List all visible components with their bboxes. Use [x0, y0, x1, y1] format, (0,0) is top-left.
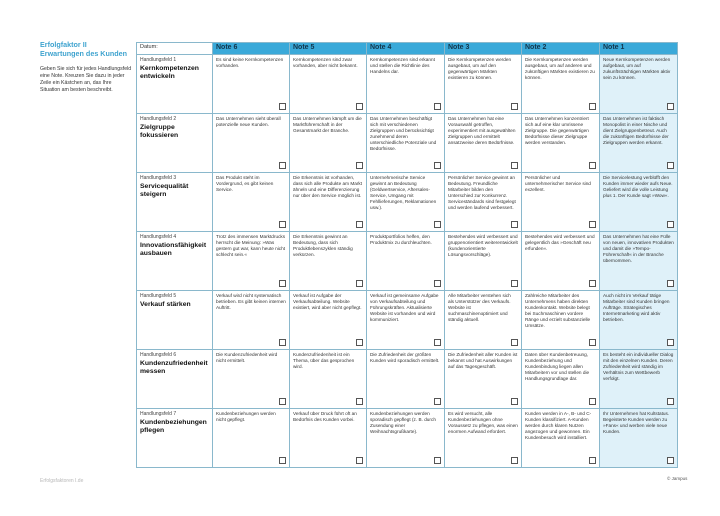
field-number: Handlungsfeld 3 [140, 175, 177, 181]
rating-checkbox[interactable] [434, 280, 441, 287]
grade-cell [213, 114, 290, 173]
rating-checkbox[interactable] [356, 398, 363, 405]
grade-header-1: Note 1 [600, 43, 678, 55]
category-cell [137, 232, 213, 291]
grade-description: Das Unternehmen konzentriert sich auf eine klar umrissene Zielgruppe. Die gegenwärtigen Bedürfnisse dieser Zielgruppe werden verstanden. [525, 116, 589, 145]
table-row [137, 350, 678, 409]
rating-checkbox[interactable] [279, 221, 286, 228]
grade-description: Auch nicht im Verkauf tätige Mitarbeiter sind Kunden bringen Aufträge. Strategisches Internetmarketing wird aktiv betrieben. [603, 293, 670, 322]
grade-description: Es wird versucht, alle Kundenbeziehungen ohne Voraussetz zu pflegen, was einen enormen Aufwand erfordert. [448, 411, 518, 434]
rating-checkbox[interactable] [589, 221, 596, 228]
grade-cell [213, 55, 290, 114]
grade-description: Die Kundenzufriedenheit wird nicht ermittelt. [216, 352, 278, 363]
field-name: Kernkompetenzen entwickeln [140, 65, 199, 80]
category-cell [137, 409, 213, 468]
grade-cell [600, 409, 678, 468]
grade-description: Die Zufriedenheit aller Kunden ist bekannt und hat Auswirkungen auf das Tagesgeschäft. [448, 352, 518, 369]
rating-checkbox[interactable] [356, 162, 363, 169]
rating-checkbox[interactable] [589, 398, 596, 405]
date-header: Datum: [137, 43, 213, 55]
grade-description: Es sind keine Kernkompetenzen vorhanden. [216, 57, 284, 68]
grade-description: Das Unternehmen ist faktisch Monopolist in einer Nische und dient Zielgruppenbetreut. Auch die zukünftigen Bedürfnisse der Zielgruppen werden erkannt. [603, 116, 669, 145]
sidebar-title: Erfolgfaktor II Erwartungen des Kunden [40, 40, 128, 58]
rating-checkbox[interactable] [279, 162, 286, 169]
rating-checkbox[interactable] [511, 398, 518, 405]
sidebar-instructions: Geben Sie sich für jedes Handlungsfeld eine Note. Kreuzen Sie dazu in jeder Zeile ein Kästchen an, das Ihre Situation am besten beschreibt. [40, 66, 132, 93]
grade-description: Ihr Unternehmen hat Kultstatus. Begeisterte Kunden werden zu »Fans« und werben viele neue Kunden. [603, 411, 670, 434]
rating-checkbox[interactable] [667, 162, 674, 169]
rating-checkbox[interactable] [589, 103, 596, 110]
rating-checkbox[interactable] [511, 162, 518, 169]
rating-checkbox[interactable] [356, 221, 363, 228]
grade-description: Kernkompetenzen sind erkannt und stellen die Richtlinie des Handelns dar. [370, 57, 435, 74]
grade-cell [445, 55, 522, 114]
grade-description: Die Zufriedenheit der größten Kunden wird sporadisch ermittelt. [370, 352, 440, 363]
rating-checkbox[interactable] [434, 221, 441, 228]
grade-cell [367, 114, 445, 173]
field-name: Kundenzufriedenheit messen [140, 360, 208, 375]
field-name: Verkauf stärken [140, 301, 191, 308]
table-row [137, 173, 678, 232]
table-row [137, 291, 678, 350]
grade-description: Das Unternehmen sieht überall potenzielle neue Kunden. [216, 116, 281, 127]
grade-description: Verkauf über Druck führt oft an Bedürfnis des Kunden vorbei. [293, 411, 357, 422]
table-row [137, 232, 678, 291]
grade-cell [290, 55, 367, 114]
grade-cell [600, 173, 678, 232]
category-cell [137, 114, 213, 173]
grade-cell [367, 409, 445, 468]
category-cell [137, 291, 213, 350]
grade-description: Trotz des immensen Marktdrucks herrscht die Meinung: »Was gestern gut war, kann heute nicht schlecht sein.« [216, 234, 286, 257]
grade-cell [367, 173, 445, 232]
grade-description: Kundenbeziehungen werden nicht gepflegt. [216, 411, 276, 422]
grade-cell [600, 55, 678, 114]
field-name: Innovationsfähigkeit ausbauen [140, 242, 207, 257]
category-cell [137, 173, 213, 232]
grade-cell [367, 55, 445, 114]
rating-checkbox[interactable] [279, 339, 286, 346]
grade-description: Kundenzufriedenheit ist ein Thema, über das gesprochen wird. [293, 352, 355, 369]
grade-cell [213, 409, 290, 468]
grade-description: Bestehendes wird verbessert und gelegentlich das »Geschäft neu erfunden«. [525, 234, 595, 251]
grade-header-6: Note 6 [213, 43, 290, 55]
grade-description: Daten über Kundenbetreuung, Kundenbeziehung und Kundenbindung liegen allen Mitarbeitern vor und stellen die Handlungsgrundlage dar. [525, 352, 590, 381]
rating-checkbox[interactable] [434, 457, 441, 464]
category-cell [137, 55, 213, 114]
field-name: Kundenbeziehungen pflegen [140, 419, 207, 434]
grade-description: Die Erkenntnis ist vorhanden, dass sich alle Produkte am Markt ähneln und eine Differenzierung nur über den Service möglich ist. [293, 175, 363, 198]
grade-cell [445, 350, 522, 409]
grade-description: Persönlicher und unternehmerischer Service sind exzellent. [525, 175, 591, 192]
copyright-text: © Jampus [667, 476, 688, 481]
rating-checkbox[interactable] [589, 280, 596, 287]
grade-cell [522, 114, 600, 173]
grade-cell [213, 232, 290, 291]
grade-description: Das Unternehmen beschäftigt sich mit verschiedenen Zielgruppen und berücksichtigt zunehmend deren unterschiedliche Potenziale und Bedürfnisse. [370, 116, 437, 151]
grade-cell [522, 55, 600, 114]
rating-checkbox[interactable] [356, 339, 363, 346]
grade-description: Zahlreiche Mitarbeiter des Unternehmens haben direkten Kundenkontakt. Website belegt bei Suchmaschinen vordere Ränge und erzielt substanzielle Umsätze. [525, 293, 591, 328]
rating-checkbox[interactable] [434, 339, 441, 346]
grade-description: Bestehendes wird verbessert und gruppenorientiert weiterentwickelt (kundenorientierte Lösungsvorschläge). [448, 234, 518, 257]
grade-cell [600, 350, 678, 409]
rating-checkbox[interactable] [667, 280, 674, 287]
rating-checkbox[interactable] [511, 221, 518, 228]
grade-header-4: Note 4 [367, 43, 445, 55]
rating-checkbox[interactable] [434, 103, 441, 110]
field-name: Zielgruppe fokussieren [140, 124, 179, 139]
grade-cell [522, 173, 600, 232]
grade-description: Die Kernkompetenzen werden ausgebaut, um auf anderen und zukünftigen Märkten existieren zu können. [525, 57, 595, 80]
grade-description: Verkauf wird nicht systematisch betrieben. Es gibt keinen internen Auftritt. [216, 293, 286, 310]
grade-description: Es besteht ein individueller Dialog mit den einzelnen Kunden. Deren Zufriedenheit wird ständig im Verhältnis zum Wettbewerb verfolgt. [603, 352, 674, 381]
grade-header-2: Note 2 [522, 43, 600, 55]
sidebar [40, 40, 132, 94]
grade-cell [213, 350, 290, 409]
grade-description: Alle Mitarbeiter verstehen sich als Unterstützer des Verkaufs. Website ist suchmaschinenoptimiert und ständig aktuell. [448, 293, 511, 322]
grade-cell [600, 291, 678, 350]
rating-checkbox[interactable] [667, 457, 674, 464]
grade-description: Produktportfolios helfen, den Produktmix zu durchleuchten. [370, 234, 432, 245]
footer-left-text: Erfolgsfaktoren I.de [40, 478, 84, 484]
table-row [137, 409, 678, 468]
grade-description: Das Unternehmen kämpft um die Marktführerschaft in der Gesamtmarkt der Branche. [293, 116, 362, 133]
grade-cell [213, 291, 290, 350]
grade-cell [445, 409, 522, 468]
grade-cell [522, 350, 600, 409]
field-number: Handlungsfeld 2 [140, 116, 177, 122]
grade-cell [290, 173, 367, 232]
grade-cell [445, 173, 522, 232]
grade-cell [290, 350, 367, 409]
grade-cell [445, 114, 522, 173]
rating-checkbox[interactable] [589, 162, 596, 169]
rating-checkbox[interactable] [667, 221, 674, 228]
rating-checkbox[interactable] [279, 103, 286, 110]
grade-cell [522, 291, 600, 350]
rating-checkbox[interactable] [356, 457, 363, 464]
grade-description: Das Unternehmen hat eine Fülle von neuen, innovativen Produkten und damit die »Tempo-Führerschaft« in der Branche übernommen. [603, 234, 674, 263]
rating-checkbox[interactable] [356, 103, 363, 110]
grade-cell [290, 291, 367, 350]
rating-checkbox[interactable] [667, 398, 674, 405]
field-number: Handlungsfeld 1 [140, 57, 177, 63]
field-number: Handlungsfeld 5 [140, 293, 177, 299]
field-name: Servicequalität steigern [140, 183, 189, 198]
grade-description: Die Kernkompetenzen werden ausgebaut, um auf den gegenwärtigen Märkten existieren zu können. [448, 57, 512, 80]
rating-checkbox[interactable] [511, 457, 518, 464]
field-number: Handlungsfeld 4 [140, 234, 177, 240]
table-body [137, 55, 678, 468]
grade-description: Persönlicher Service gewinnt an Bedeutung. Freundliche Mitarbeiter bilden den Unterschied zur Konkurrenz. Serviceständards sind festgelegt und werden laufend verbessert. [448, 175, 516, 210]
rating-checkbox[interactable] [279, 280, 286, 287]
rating-checkbox[interactable] [511, 339, 518, 346]
grade-description: Kernkompetenzen sind zwar vorhanden, aber nicht bekannt. [293, 57, 358, 68]
rating-checkbox[interactable] [356, 280, 363, 287]
grade-description: Kundenbeziehungen werden sporadisch gepflegt (z. B. durch Zusendung einer Weihnachtsgrußkarte). [370, 411, 436, 434]
grade-cell [367, 291, 445, 350]
grade-cell [522, 232, 600, 291]
rating-checkbox[interactable] [434, 398, 441, 405]
grade-description: Verkauf ist gemeinsame Aufgabe von Verkaufsabteilung und Führungskräften. Aktualisierte Website ist vorhanden und wird kommuniziert. [370, 293, 439, 322]
grade-cell [290, 114, 367, 173]
rating-checkbox[interactable] [279, 398, 286, 405]
rating-checkbox[interactable] [667, 103, 674, 110]
grade-header-5: Note 5 [290, 43, 367, 55]
grade-cell [600, 114, 678, 173]
rating-checkbox[interactable] [279, 457, 286, 464]
grade-cell [213, 173, 290, 232]
rating-table [136, 42, 678, 468]
grade-description: Die Erkenntnis gewinnt an Bedeutung, dass sich Produktlebenszyklen ständig verkürzen. [293, 234, 353, 257]
grade-description: Die Servicelestung verblüfft den Kunden immer wieder aufs Neue. Geliefert wird die volle Leistung plus 1. Der Kunde sagt »Wow«. [603, 175, 673, 198]
rating-checkbox[interactable] [511, 280, 518, 287]
grade-cell [600, 232, 678, 291]
rating-checkbox[interactable] [589, 339, 596, 346]
grade-cell [445, 232, 522, 291]
grade-description: Das Produkt steht im Vordergrund, es gibt keinen Service. [216, 175, 274, 192]
grade-description: Das Unternehmen hat eine Vorauswahl getroffen, experimentiert mit ausgewählten Zielgruppen und ermittelt ansatzweise deren Bedürfnisse. [448, 116, 516, 145]
rating-checkbox[interactable] [434, 162, 441, 169]
grade-description: Verkauf ist Aufgabe der Verkaufsabteilung. Website existiert, wird aber nicht gepflegt. [293, 293, 362, 310]
grade-cell [445, 291, 522, 350]
grade-cell [290, 409, 367, 468]
grade-cell [367, 232, 445, 291]
grade-description: Kunden werden in A-, B- und C-Kunden klassifiziert. A-Kunden werden durch klaren Nutzen angezogen und gewonnen. Ein Kundenbesuch wird installiert. [525, 411, 592, 440]
header-row [137, 43, 678, 55]
rating-checkbox[interactable] [511, 103, 518, 110]
table-row [137, 55, 678, 114]
field-number: Handlungsfeld 6 [140, 352, 177, 358]
grade-description: Unternehmerische Service gewinnt an Bedeutung (Geldwertservice, Aftersales-Service, Umgang mit Fehllieferungen, Reklamationen usw.). [370, 175, 437, 210]
grade-cell [522, 409, 600, 468]
grade-header-3: Note 3 [445, 43, 522, 55]
grade-cell [290, 232, 367, 291]
field-number: Handlungsfeld 7 [140, 411, 177, 417]
category-cell [137, 350, 213, 409]
rating-checkbox[interactable] [589, 457, 596, 464]
table-row [137, 114, 678, 173]
rating-checkbox[interactable] [667, 339, 674, 346]
grade-cell [367, 350, 445, 409]
grade-description: Neue Kernkompetenzen werden aufgebaut, um auf zukunftsträchtigen Märkten aktiv sein zu können. [603, 57, 671, 80]
